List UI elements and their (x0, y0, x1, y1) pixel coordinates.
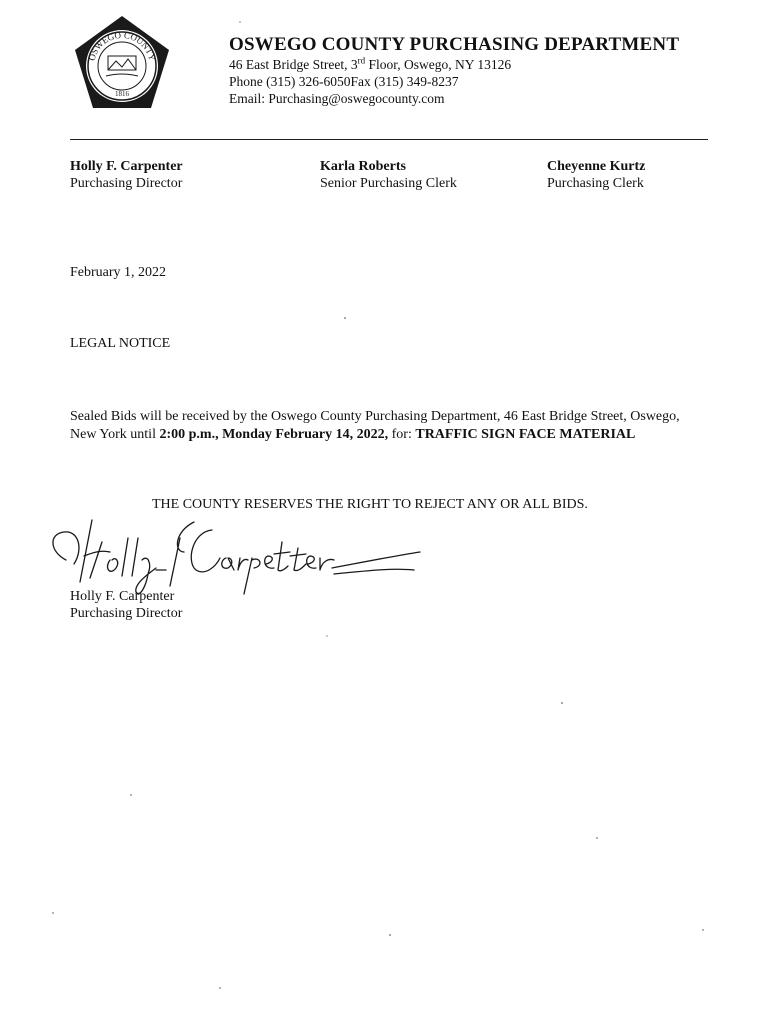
signatory-name: Holly F. Carpenter (70, 589, 175, 604)
staff-clerk (547, 158, 645, 192)
staff-title: Senior Purchasing Clerk (320, 176, 457, 191)
reserve-statement: THE COUNTY RESERVES THE RIGHT TO REJECT ANY OR ALL BIDS. (152, 497, 588, 512)
staff-name: Karla Roberts (320, 159, 406, 174)
seal-arc-text: OSWEGO COUNTY (86, 29, 158, 62)
seal-year: 1816 (115, 90, 129, 98)
letterhead (229, 34, 729, 107)
staff-name: Holly F. Carpenter (70, 159, 183, 174)
signatory-title: Purchasing Director (70, 606, 183, 621)
header-divider (70, 139, 708, 140)
county-seal-logo (72, 14, 172, 114)
staff-senior-clerk (320, 158, 457, 192)
department-name: OSWEGO COUNTY PURCHASING DEPARTMENT (229, 34, 680, 55)
signatory (70, 588, 182, 622)
email-line: Email: Purchasing@oswegocounty.com (229, 91, 445, 106)
notice-title: LEGAL NOTICE (70, 336, 171, 351)
notice-body: Sealed Bids will be received by the Oswego County Purchasing Department, 46 East Bridge Street, Oswego, New York until 2:00 p.m., Monday February 14, 2022, for: TRAFFIC SIGN FACE MATERIAL (70, 409, 680, 442)
phone-fax-line: Phone (315) 326-6050Fax (315) 349-8237 (229, 74, 459, 89)
bid-item: TRAFFIC SIGN FACE MATERIAL (415, 427, 636, 442)
bid-deadline: 2:00 p.m., Monday February 14, 2022, (159, 427, 389, 442)
staff-director (70, 158, 183, 192)
notice-date: February 1, 2022 (70, 265, 167, 280)
staff-name: Cheyenne Kurtz (547, 159, 646, 174)
address-line: 46 East Bridge Street, 3rd Floor, Oswego, NY 13126 (229, 55, 512, 72)
staff-title: Purchasing Director (70, 176, 183, 191)
staff-title: Purchasing Clerk (547, 176, 644, 191)
